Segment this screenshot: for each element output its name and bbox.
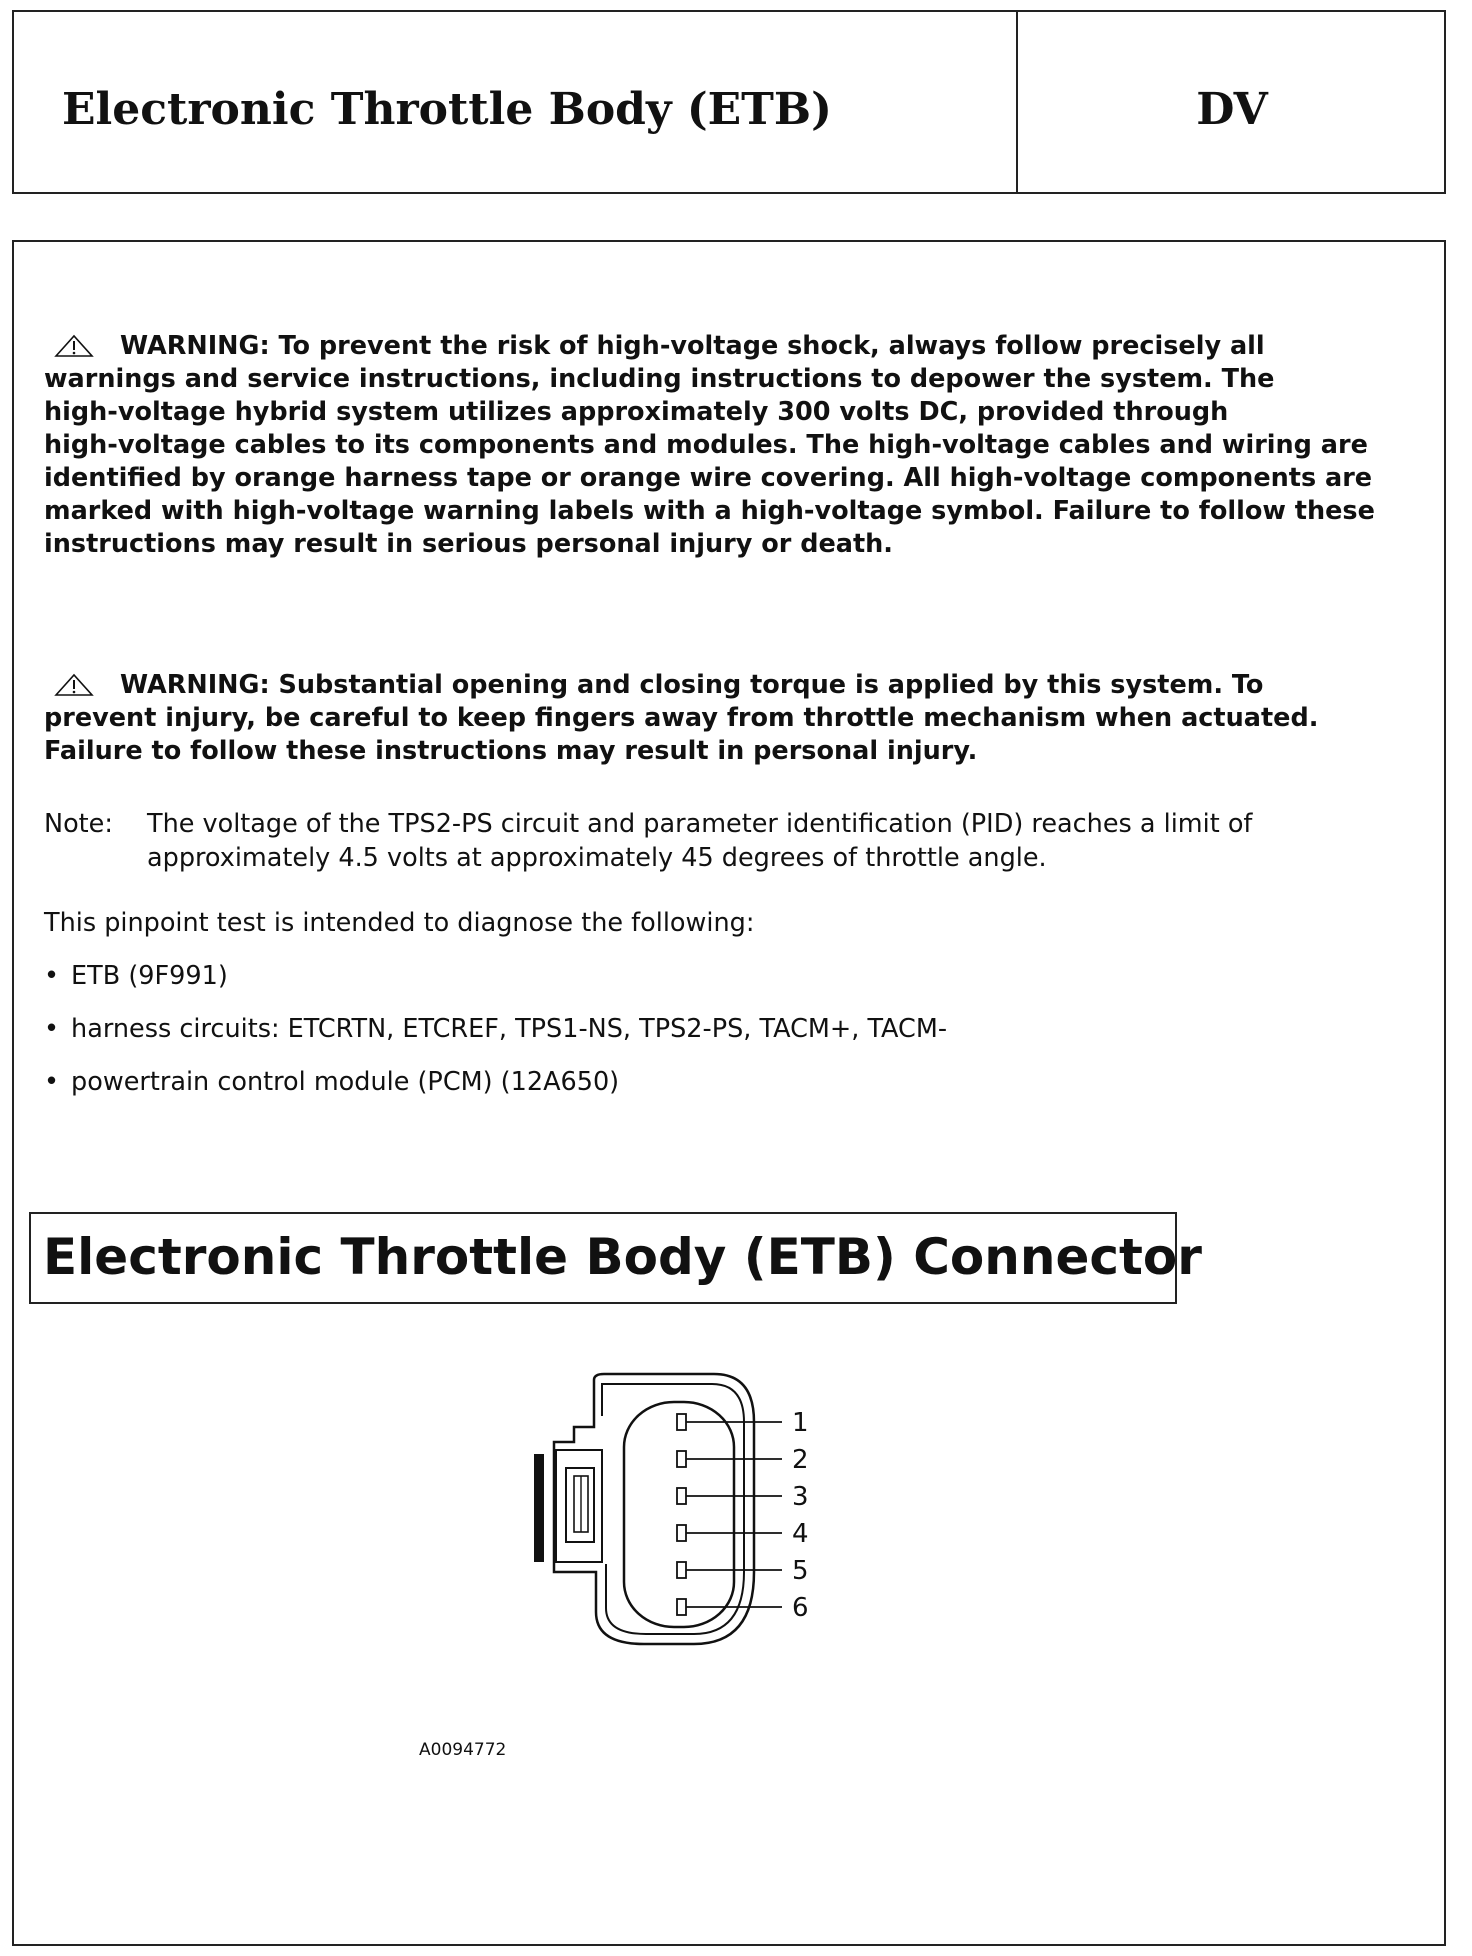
warning-line: marked with high-voltage warning labels with a high-voltage symbol. Failure to follow these [44,496,1375,526]
torque-warning [44,669,1424,768]
pin-cavity-outline [624,1402,734,1627]
pin-3 [677,1488,686,1504]
note-line: approximately 4.5 volts at approximately 45 degrees of throttle angle. [147,843,1047,873]
bullet-icon: • [44,961,60,991]
page-title: Electronic Throttle Body (ETB) [62,84,832,135]
pin-2 [677,1451,686,1467]
pin-label-6: 6 [792,1593,809,1623]
list-item: • harness circuits: ETCRTN, ETCREF, TPS1-NS, TPS2-PS, TACM+, TACM- [44,1014,948,1044]
connector-heading-box [29,1212,1202,1304]
header-box [12,10,1446,194]
warning-triangle-icon [54,673,94,697]
pin-4 [677,1525,686,1541]
warning-line: Failure to follow these instructions may result in personal injury. [44,736,978,766]
intro-text: This pinpoint test is intended to diagnose the following: [44,908,755,938]
latch-inner [566,1468,594,1542]
warning-line: prevent injury, be careful to keep fingers away from throttle mechanism when actuated. [44,703,1319,733]
list-item: • ETB (9F991) [44,961,228,991]
list-item: • powertrain control module (PCM) (12A650) [44,1067,620,1097]
pin-label-1: 1 [792,1408,809,1438]
connector-title: Electronic Throttle Body (ETB) Connector [43,1228,1202,1286]
bullet-icon: • [44,1067,60,1097]
latch-body [556,1450,602,1562]
pin-label-3: 3 [792,1482,809,1512]
connector-outer-shell [554,1374,754,1644]
warning-line: instructions may result in serious personal injury or death. [44,529,893,559]
pin-6 [677,1599,686,1615]
warning-line: high-voltage cables to its components and modules. The high-voltage cables and wiring are [44,430,1368,460]
pin-1 [677,1414,686,1430]
pin-label-2: 2 [792,1445,809,1475]
pin-label-5: 5 [792,1556,809,1586]
note [44,807,1424,875]
warning-line: identified by orange harness tape or orange wire covering. All high-voltage components are [44,463,1373,493]
warning-line: warnings and service instructions, including instructions to depower the system. The [44,364,1275,394]
section-code: DV [1196,84,1268,135]
latch-bar [534,1454,544,1562]
warning-line: high-voltage hybrid system utilizes approximately 300 volts DC, provided through [44,397,1229,427]
connector-diagram [534,1372,894,1672]
warning-line: WARNING: Substantial opening and closing torque is applied by this system. To [44,669,1424,702]
figure-id: A0094772 [419,1740,507,1760]
note-line: The voltage of the TPS2-PS circuit and parameter identification (PID) reaches a limit of [147,809,1253,839]
pin-label-4: 4 [792,1519,809,1549]
content-box [12,240,1446,1946]
pin-5 [677,1562,686,1578]
warning-line: WARNING: To prevent the risk of high-voltage shock, always follow precisely all [44,330,1424,363]
bullet-icon: • [44,1014,60,1044]
warning-triangle-icon [54,334,94,358]
note-label: Note: [44,809,113,839]
high-voltage-warning [44,330,1424,561]
